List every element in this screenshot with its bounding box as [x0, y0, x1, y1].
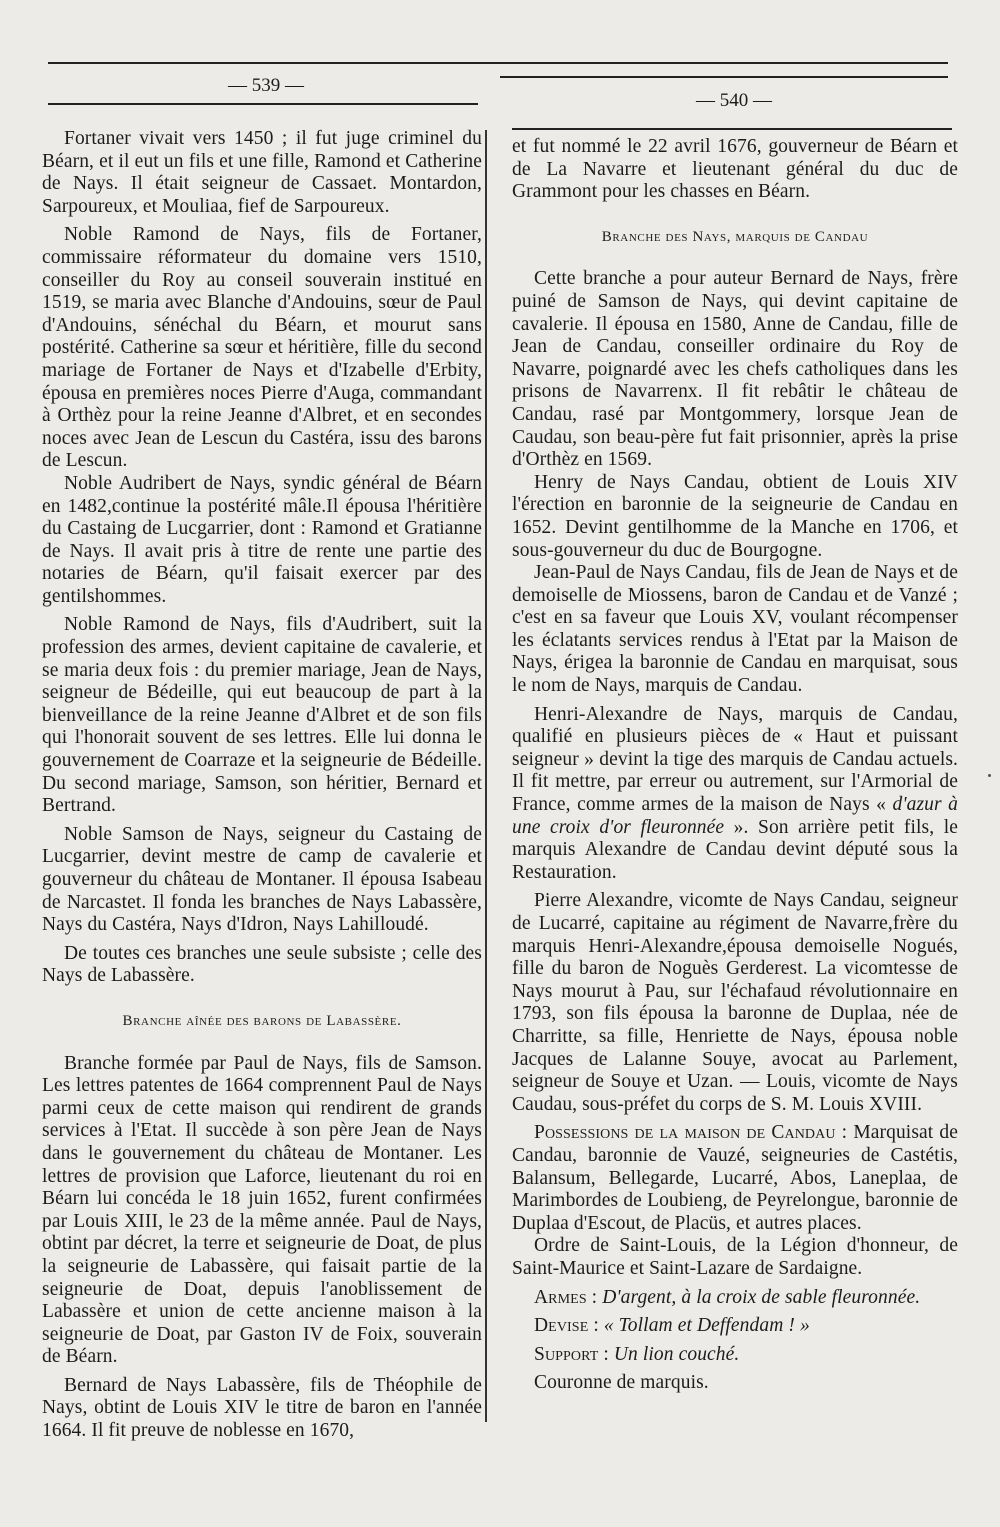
- armes-label: Armes :: [534, 1286, 598, 1308]
- paragraph: Ordre de Saint-Louis, de la Légion d'honneur, de Saint-Maurice et Saint-Lazare de Sardaigne.: [512, 1235, 958, 1279]
- paragraph: et fut nommé le 22 avril 1676, gouverneur de Béarn et de La Navarre et lieutenant général du duc de Grammont pour les chasses en Béarn.: [512, 136, 958, 203]
- paragraph: [512, 704, 958, 885]
- paragraph: [512, 1122, 958, 1235]
- paragraph: Cette branche a pour auteur Bernard de Nays, frère puiné de Samson de Nays, qui devint capitaine de cavalerie. Il épousa en 1580, Anne de Candau, fille de Jean de Candau, conseiller ordinaire du Roy de Navarre, poignardé avec les chefs catholiques dans les prisons de Navarrenx. Il fit rebâtir le château de Candau, rasé par Montgommery, lorsque Jean de Caudau, son beau-père fut fait prisonnier, après la prise d'Orthèz en 1569.: [512, 268, 958, 471]
- paragraph: [512, 1315, 958, 1338]
- paragraph: [512, 1344, 958, 1367]
- paragraph: Jean-Paul de Nays Candau, fils de Jean de Nays et de demoiselle de Miossens, baron de Candau et de Vanzé ; c'est en sa faveur que Louis XV, voulant récompenser les éclatants services rendus à l'Etat par la Maison de Nays, érigea la baronnie de Candau en marquisat, sous le nom de Nays, marquis de Candau.: [512, 562, 958, 697]
- paragraph: Bernard de Nays Labassère, fils de Théophile de Nays, obtint de Louis XIV le titre de baron en l'année 1664. Il fit preuve de noblesse en 1670,: [42, 1374, 482, 1442]
- armes-text: D'argent, à la croix de sable fleuronnée.: [602, 1286, 921, 1308]
- paragraph: [512, 1287, 958, 1310]
- text-span: ». Son arrière petit fils, le marquis Alexandre de Candau devint député sous la Restauration.: [512, 816, 958, 883]
- left-top-rule: [48, 62, 948, 64]
- paragraph: Fortaner vivait vers 1450 ; il fut juge criminel du Béarn, et il eut un fils et une fille, Ramond et Catherine de Nays. Il était seigneur de Cassaet. Montardon, Sarpoureux, et Mouliaa, fief de Sarpoureux.: [42, 128, 482, 217]
- support-text: Un lion couché.: [613, 1343, 740, 1365]
- paragraph: Noble Audribert de Nays, syndic général de Béarn en 1482,continue la postérité mâle.Il épousa l'héritière du Castaing de Lucgarrier, dont : Ramond et Gratianne de Nays. Il avait pris à titre de rente une partie des notaries de Béarn, qu'il faisait exercer par des gentilshommes.: [42, 472, 482, 607]
- left-page-number: — 539 —: [228, 75, 304, 96]
- paragraph: De toutes ces branches une seule subsiste ; celle des Nays de Labassère.: [42, 942, 482, 987]
- paragraph: Branche formée par Paul de Nays, fils de Samson. Les lettres patentes de 1664 comprennent Paul de Nays parmi ceux de cette maison qui rendirent de grands services à l'Etat. Il succède à son père Jean de Nays dans le gouvernement du château de Montaner. Les lettres de provision que Laforce, lieutenant du roi en Béarn lui concéda le 18 juin 1652, furent confirmées par Louis XIII, le 23 de la même année. Paul de Nays, obtint par décret, la terre et seigneurie de Doat, de plus la seigneurie de Labassère, qui faisait partie de la seigneurie de Doat, depuis l'anoblissement de Labassère et union de cette ancienne maison à la seigneurie de Doat, par Gaston IV de Foix, souverain de Béarn.: [42, 1052, 482, 1368]
- column-divider: [485, 130, 487, 1422]
- section-heading: Branche aînée des barons de Labassère.: [122, 1012, 402, 1029]
- possessions-label: Possessions de la maison de Candau :: [534, 1122, 848, 1144]
- right-top-rule: [500, 76, 948, 78]
- paragraph: Pierre Alexandre, vicomte de Nays Candau, seigneur de Lucarré, capitaine au régiment de Navarre,frère du marquis Henri-Alexandre,épousa demoiselle Nogués, fille du baron de Noguès Gerderest. La vicomtesse de Nays mourut à Pau, sur l'échafaud révolutionnaire en 1793, son fils épousa la baronne de Duplaa, née de Charritte, sa fille, Henriette de Nays, épousa noble Jacques de Lalanne Souye, avocat au Parlement, seigneur de Souye et Uzan. — Louis, vicomte de Nays Caudau, sous-préfet du corps de S. M. Louis XVIII.: [512, 890, 958, 1115]
- support-label: Support :: [534, 1343, 609, 1365]
- left-column: [42, 128, 482, 1443]
- right-column: [512, 136, 958, 1395]
- italic-span: d'azur à une croix d'or fleuronnée: [512, 794, 958, 838]
- text-span: Henri-Alexandre de Nays, marquis de Candau, qualifié en plusieurs pièces de « Haut et puissant seigneur » devint la tige des marquis de Candau actuels. Il fit mettre, par erreur ou autrement, sur l'Armorial de France, comme armes de la maison de Nays «: [512, 703, 958, 816]
- paragraph: Noble Samson de Nays, seigneur du Castaing de Lucgarrier, devint mestre de camp de cavalerie et gouverneur du château de Montaner. Il épousa Isabeau de Narcastet. Il fonda les branches de Nays Labassère, Nays du Castéra, Nays d'Idron, Nays Lahilloudé.: [42, 823, 482, 936]
- paragraph: Henry de Nays Candau, obtient de Louis XIV l'érection en baronnie de la seigneurie de Candau en 1652. Devint gentilhomme de la Manche en 1706, et sous-gouverneur du duc de Bourgogne.: [512, 471, 958, 561]
- paper-speck: [988, 774, 991, 777]
- paragraph: Noble Ramond de Nays, fils d'Audribert, suit la profession des armes, devient capitaine de cavalerie, et se maria deux fois : du premier mariage, Jean de Nays, seigneur de Bédeille, qui eut beaucoup de part à la bienveillance de la reine Jeanne d'Albret et de son fils qui l'honorait souvent de ses lettres. Elle lui donna le gouvernement de Coarraze et la seigneurie de Bédeille. Du second mariage, Samson, son héritier, Bernard et Bertrand.: [42, 614, 482, 817]
- devise-text: « Tollam et Deffendam ! »: [603, 1315, 810, 1337]
- right-header-rule: [512, 128, 952, 130]
- left-header-rule: [48, 103, 478, 105]
- paragraph: Couronne de marquis.: [534, 1372, 709, 1394]
- devise-label: Devise :: [534, 1315, 599, 1337]
- paragraph: Noble Ramond de Nays, fils de Fortaner, commissaire réformateur du domaine vers 1510, conseiller du Roy au conseil souverain institué en 1519, se maria avec Blanche d'Andouins, sœur de Paul d'Andouins, sénéchal du Béarn, et mourut sans postérité. Catherine sa sœur et héritière, fille du second mariage de Fortaner de Nays et d'Izabelle d'Erbity, épousa en premières noces Pierre d'Auga, commandant à Orthèz pour la reine Jeanne d'Albret, et en secondes noces avec Jean de Lescun du Castéra, issu des barons de Lescun.: [42, 224, 482, 472]
- possessions-text: Marquisat de Candau, baronnie de Vauzé, seigneuries de Castétis, Balansum, Bellegarde, Lucarré, Abos, Laneplaa, de Marimbordes de Loubieng, de Peyrelongue, baronnie de Duplaa d'Escout, de Placüs, et autres places.: [512, 1122, 958, 1234]
- right-page-number: — 540 —: [696, 90, 772, 111]
- section-heading: Branche des Nays, marquis de Candau: [601, 228, 869, 245]
